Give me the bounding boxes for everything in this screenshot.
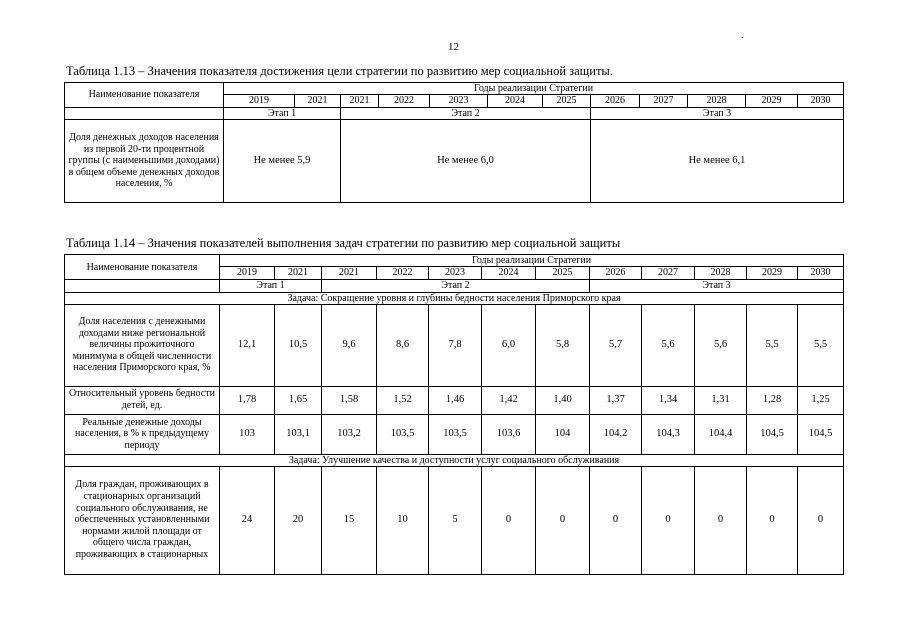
- value-cell: 6,0: [482, 304, 536, 386]
- value-cell: 0: [747, 466, 798, 574]
- year-cell: 2022: [377, 267, 429, 280]
- value-cell: 5,5: [747, 304, 798, 386]
- value-cell: 1,52: [377, 386, 429, 414]
- value-cell-stage-3: Не менее 6,1: [591, 120, 844, 203]
- stage-2-cell: Этап 2: [322, 280, 590, 293]
- value-cell: 1,65: [275, 386, 322, 414]
- year-cell: 2019: [220, 267, 275, 280]
- column-header-indicator-name: Наименование показателя: [65, 255, 220, 280]
- value-cell: 0: [590, 466, 642, 574]
- task-2-header: Задача: Улучшение качества и доступности услуг социального обслуживания: [65, 454, 844, 466]
- indicator-name: Доля граждан, проживающих в стационарных организаций социального обслуживания, не обеспеченных установленными нормами жилой площади от общего числа граждан, проживающих в стационарных: [65, 466, 220, 574]
- table-row: [65, 466, 844, 574]
- value-cell: 0: [536, 466, 590, 574]
- value-cell: 0: [642, 466, 695, 574]
- scan-mark: .: [741, 30, 744, 41]
- year-cell: 2030: [798, 267, 844, 280]
- value-cell: 104,2: [590, 414, 642, 454]
- page-number: 12: [448, 41, 459, 53]
- year-cell: 2024: [488, 95, 543, 108]
- value-cell: 1,42: [482, 386, 536, 414]
- year-cell: 2024: [482, 267, 536, 280]
- value-cell: 1,78: [220, 386, 275, 414]
- value-cell: 20: [275, 466, 322, 574]
- column-header-indicator-name: Наименование показателя: [65, 83, 224, 108]
- year-cell: 2021: [295, 95, 341, 108]
- value-cell: 1,31: [695, 386, 747, 414]
- value-cell: 12,1: [220, 304, 275, 386]
- value-cell: 1,58: [322, 386, 377, 414]
- value-cell: 9,6: [322, 304, 377, 386]
- value-cell: 5,7: [590, 304, 642, 386]
- value-cell: 5,5: [798, 304, 844, 386]
- table-row: [65, 304, 844, 386]
- year-cell: 2027: [642, 267, 695, 280]
- value-cell: 104,4: [695, 414, 747, 454]
- year-cell: 2025: [543, 95, 591, 108]
- value-cell: 104,5: [747, 414, 798, 454]
- value-cell: 103,6: [482, 414, 536, 454]
- indicator-name: Относительный уровень бедности детей, ед.: [65, 386, 220, 414]
- value-cell: 0: [798, 466, 844, 574]
- value-cell: 104: [536, 414, 590, 454]
- indicator-name: Доля денежных доходов населения из первой 20-ти процентной группы (с наименьшими доходами) в общем объеме денежных доходов населения, %: [65, 120, 224, 203]
- year-cell: 2021: [275, 267, 322, 280]
- task-1-header: Задача: Сокращение уровня и глубины бедности населения Приморского края: [65, 292, 844, 304]
- value-cell: 5,6: [695, 304, 747, 386]
- stage-1-cell: Этап 1: [220, 280, 322, 293]
- value-cell: 10: [377, 466, 429, 574]
- value-cell: 7,8: [429, 304, 482, 386]
- value-cell: 5,8: [536, 304, 590, 386]
- value-cell: 1,37: [590, 386, 642, 414]
- value-cell: 24: [220, 466, 275, 574]
- value-cell: 5: [429, 466, 482, 574]
- indicator-name: Доля населения с денежными доходами ниже региональной величины прожиточного минимума в общей численности населения Приморского края, %: [65, 304, 220, 386]
- year-cell: 2023: [430, 95, 488, 108]
- value-cell: 15: [322, 466, 377, 574]
- year-cell: 2021: [341, 95, 379, 108]
- table-row: [65, 386, 844, 414]
- value-cell: 5,6: [642, 304, 695, 386]
- value-cell: 103: [220, 414, 275, 454]
- column-header-years: Годы реализации Стратегии: [220, 255, 844, 267]
- value-cell: 1,34: [642, 386, 695, 414]
- stage-2-cell: Этап 2: [341, 107, 591, 120]
- value-cell-stage-1: Не менее 5,9: [224, 120, 341, 203]
- year-cell: 2026: [591, 95, 640, 108]
- value-cell: 0: [695, 466, 747, 574]
- stage-1-cell: Этап 1: [224, 107, 341, 120]
- empty-cell: [65, 280, 220, 293]
- year-cell: 2029: [747, 267, 798, 280]
- value-cell: 1,25: [798, 386, 844, 414]
- value-cell: 8,6: [377, 304, 429, 386]
- indicator-name: Реальные денежные доходы населения, в % к предыдущему периоду: [65, 414, 220, 454]
- value-cell: 0: [482, 466, 536, 574]
- value-cell: 103,5: [429, 414, 482, 454]
- value-cell: 10,5: [275, 304, 322, 386]
- year-cell: 2028: [695, 267, 747, 280]
- year-cell: 2028: [688, 95, 746, 108]
- stage-3-cell: Этап 3: [591, 107, 844, 120]
- value-cell: 104,5: [798, 414, 844, 454]
- value-cell: 104,3: [642, 414, 695, 454]
- value-cell: 1,46: [429, 386, 482, 414]
- value-cell: 103,5: [377, 414, 429, 454]
- year-cell: 2027: [640, 95, 688, 108]
- year-cell: 2023: [429, 267, 482, 280]
- year-cell: 2030: [798, 95, 844, 108]
- table-1-13: [64, 82, 844, 203]
- column-header-years: Годы реализации Стратегии: [224, 83, 844, 95]
- empty-cell: [65, 107, 224, 120]
- year-cell: 2026: [590, 267, 642, 280]
- value-cell: 103,2: [322, 414, 377, 454]
- table-row: [65, 120, 844, 203]
- year-cell: 2025: [536, 267, 590, 280]
- value-cell-stage-2: Не менее 6,0: [341, 120, 591, 203]
- year-cell: 2022: [379, 95, 430, 108]
- value-cell: 1,40: [536, 386, 590, 414]
- year-cell: 2021: [322, 267, 377, 280]
- value-cell: 1,28: [747, 386, 798, 414]
- stage-3-cell: Этап 3: [590, 280, 844, 293]
- year-cell: 2029: [746, 95, 798, 108]
- table-1-13-caption: Таблица 1.13 – Значения показателя достижения цели стратегии по развитию мер социальной защиты.: [66, 64, 613, 78]
- value-cell: 103,1: [275, 414, 322, 454]
- table-1-14-caption: Таблица 1.14 – Значения показателей выполнения задач стратегии по развитию мер социальной защиты: [66, 236, 621, 250]
- year-cell: 2019: [224, 95, 295, 108]
- table-row: [65, 414, 844, 454]
- table-1-14: [64, 254, 844, 575]
